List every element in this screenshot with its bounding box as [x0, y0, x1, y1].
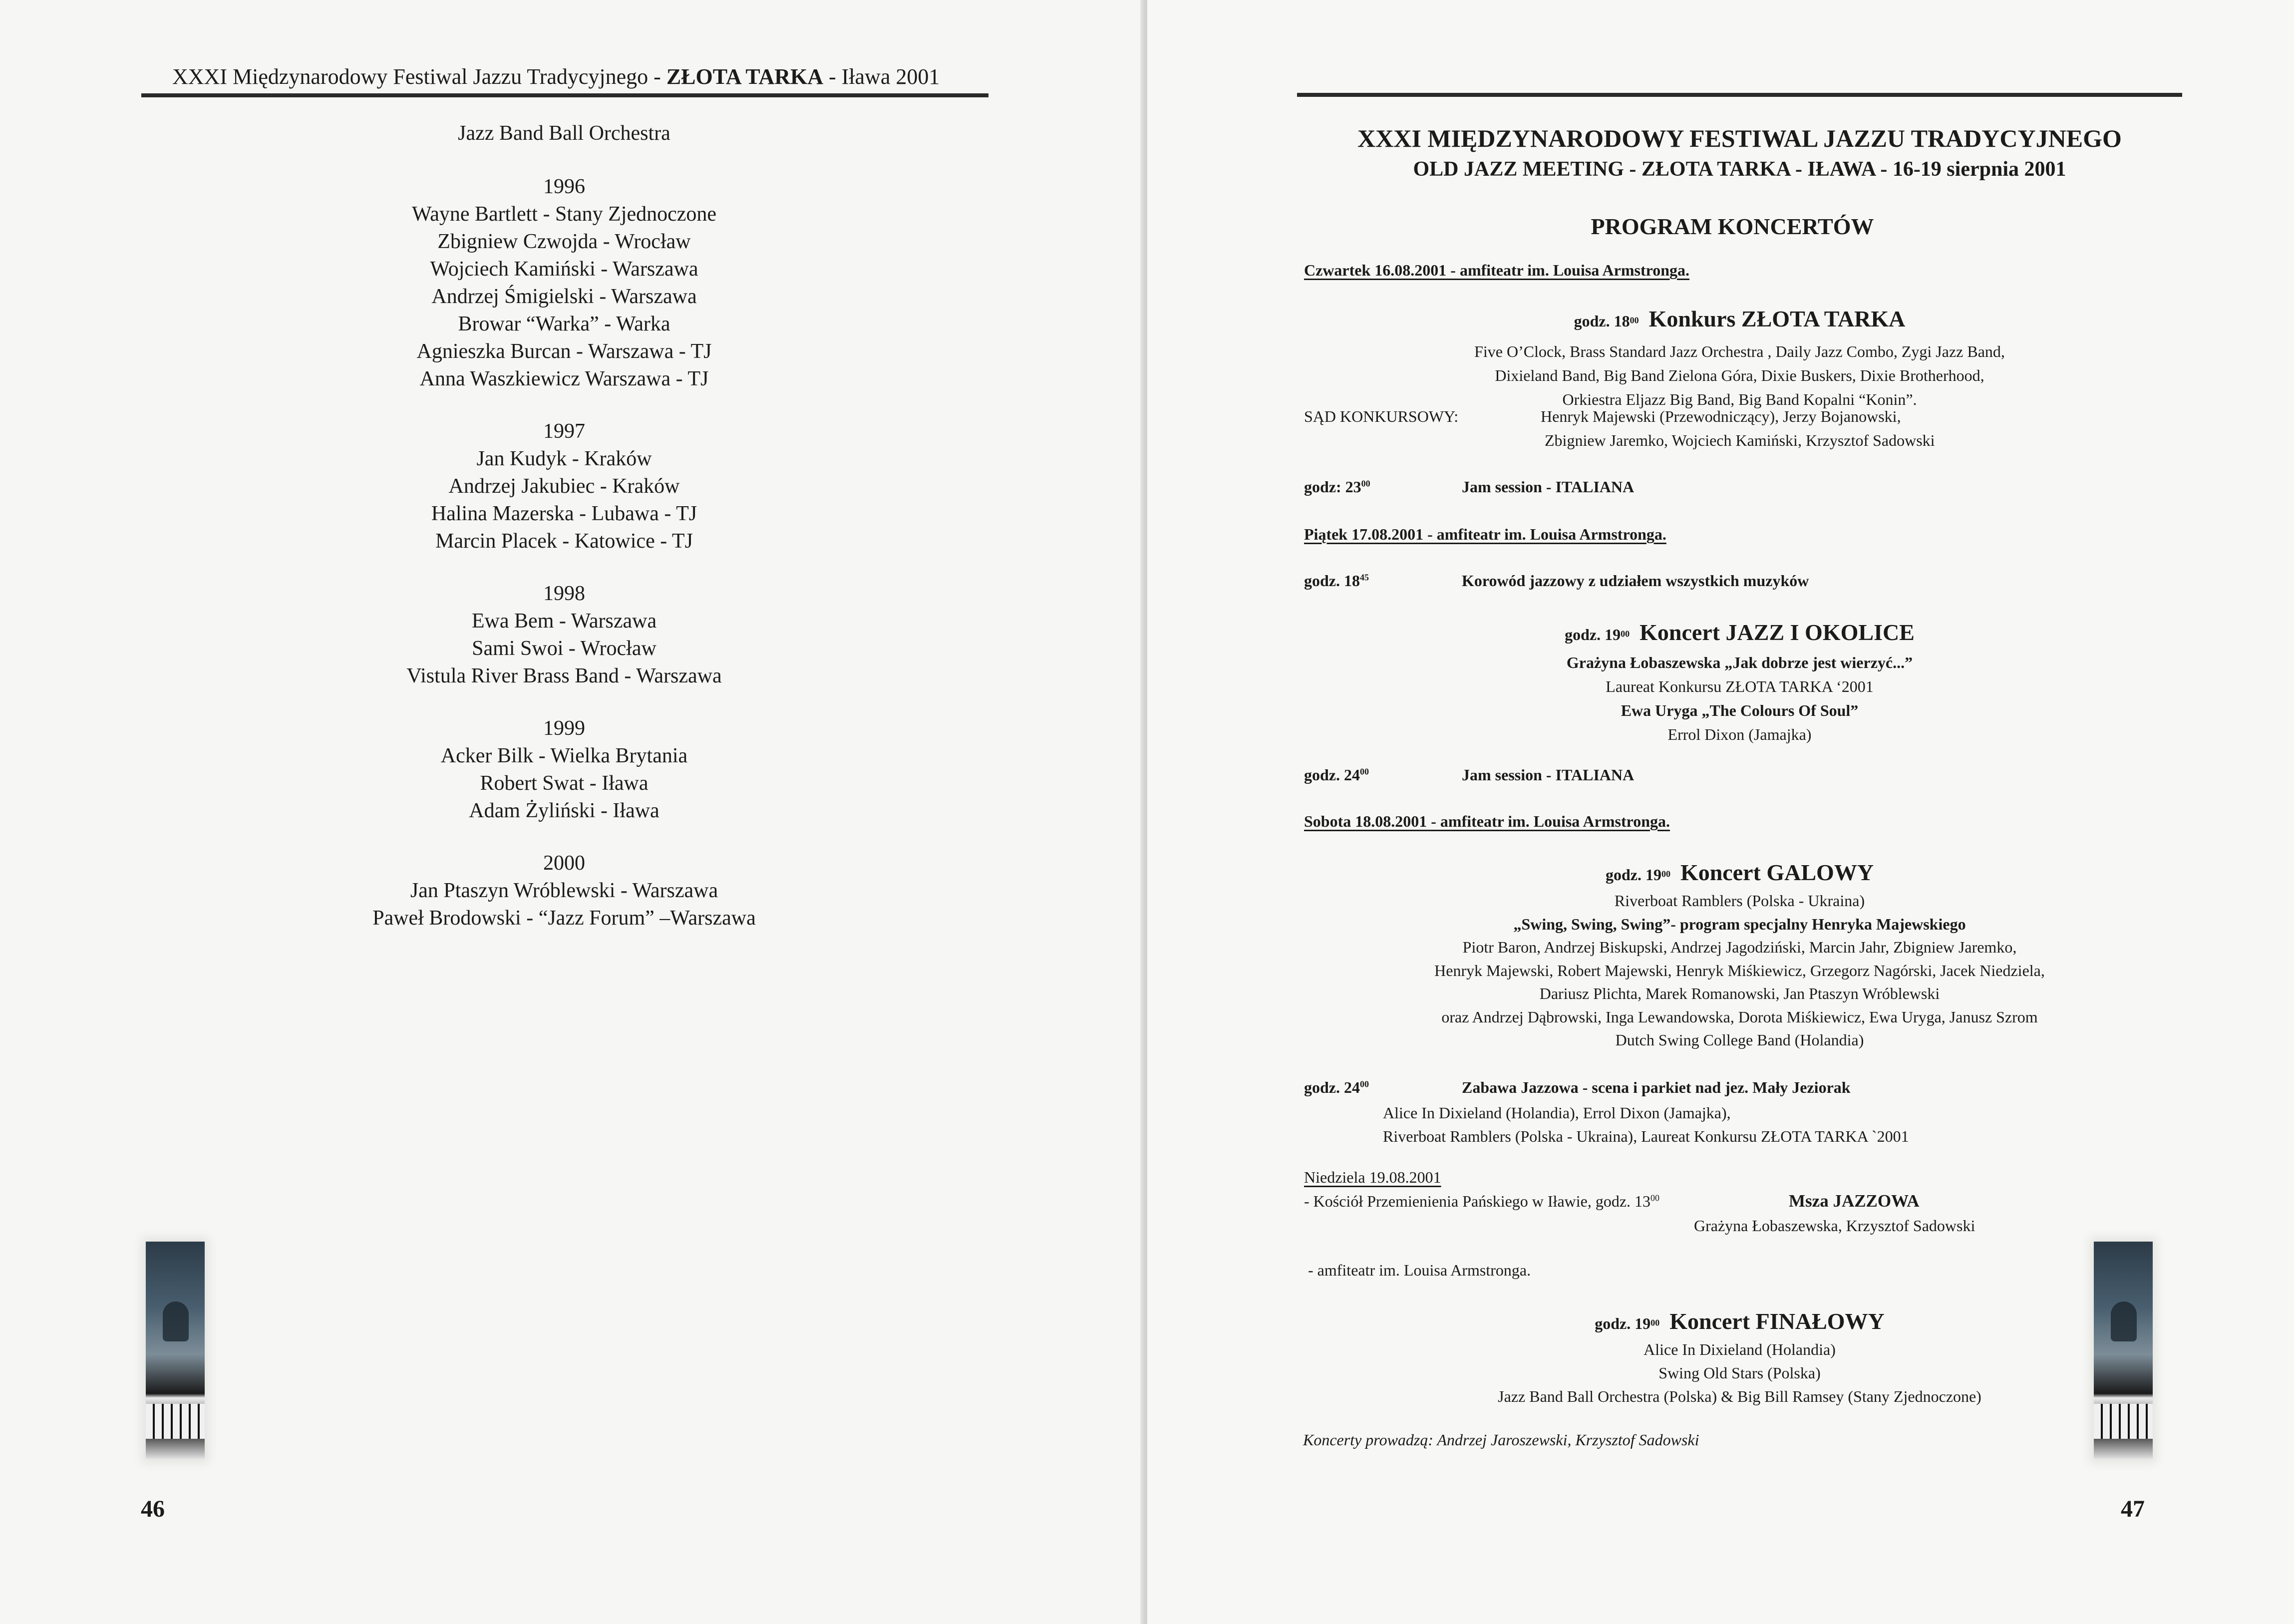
- year-heading: 2000: [543, 852, 585, 875]
- list-item: Adam Żyliński - Iława: [469, 799, 659, 822]
- event-jam-session: Jam session - ITALIANA: [1462, 478, 1635, 496]
- piano-keys-icon: [2094, 1404, 2153, 1439]
- list-item: Sami Swoi - Wrocław: [472, 637, 656, 660]
- performers-list: [1297, 889, 2182, 1052]
- list-item: Andrzej Jakubiec - Kraków: [448, 475, 680, 498]
- list-item: Paweł Brodowski - “Jazz Forum” –Warszawa: [372, 907, 756, 930]
- performer-line: Errol Dixon (Jamajka): [1667, 725, 1812, 743]
- list-item: Marcin Placek - Katowice - TJ: [435, 530, 693, 553]
- event-time-minutes: 45: [1360, 572, 1369, 583]
- event-time: [1304, 572, 1369, 590]
- year-heading: 1997: [543, 420, 585, 443]
- list-item: Jan Kudyk - Kraków: [476, 447, 652, 470]
- event-koncert-galowy: [1297, 859, 2182, 886]
- event-time-minutes: 00: [1621, 629, 1630, 639]
- list-item: Vistula River Brass Band - Warszawa: [406, 664, 722, 687]
- event-konkurs: [1297, 306, 2182, 332]
- performer-line: Alice In Dixieland (Holandia), Errol Dixon (Jamajka),: [1383, 1104, 1731, 1122]
- event-name: Koncert JAZZ I OKOLICE: [1639, 620, 1915, 645]
- page-number: 47: [2121, 1496, 2145, 1522]
- list-item: Wayne Bartlett - Stany Zjednoczone: [411, 203, 717, 226]
- event-time: [1304, 1078, 1369, 1097]
- header-rule: [1297, 93, 2182, 97]
- event-time-minutes: 00: [1630, 315, 1639, 325]
- church-location: - Kościół Przemienienia Pańskiego w Iławie, godz. 13: [1304, 1192, 1651, 1210]
- event-name: Koncert GALOWY: [1680, 860, 1874, 885]
- contestants-list: [1297, 339, 2182, 411]
- intro-line: Jazz Band Ball Orchestra: [458, 122, 670, 145]
- performer-line: Swing Old Stars (Polska): [1658, 1364, 1821, 1382]
- musician-silhouette-icon: [2111, 1301, 2137, 1341]
- list-item: Ewa Bem - Warszawa: [471, 610, 657, 633]
- performer-line: Grażyna Łobaszewska „Jak dobrze jest wierzyć...”: [1566, 653, 1913, 671]
- event-time-minutes: 00: [1360, 766, 1369, 777]
- performers-list: [1383, 1101, 1909, 1148]
- piano-keys-icon: [146, 1404, 205, 1439]
- day-heading-friday: Piątek 17.08.2001 - amfiteatr im. Louisa Armstronga.: [1304, 525, 1666, 543]
- performer-line: Dutch Swing College Band (Holandia): [1615, 1031, 1864, 1049]
- performer-line: Piotr Baron, Andrzej Biskupski, Andrzej Jagodziński, Marcin Jahr, Zbigniew Jaremko,: [1462, 938, 2017, 956]
- venue-line: - amfiteatr im. Louisa Armstronga.: [1308, 1261, 1531, 1279]
- contestants-line: Orkiestra Eljazz Big Band, Big Band Kopalni “Konin”.: [1562, 390, 1917, 408]
- event-time: godz. 19: [1605, 866, 1661, 884]
- event-time-hour: godz: 23: [1304, 478, 1361, 496]
- performer-line: Riverboat Ramblers (Polska - Ukraina): [1614, 892, 1865, 910]
- jury-members: Henryk Majewski (Przewodniczący), Jerzy Bojanowski,: [1541, 407, 1901, 425]
- performer-line: Laureat Konkursu ZŁOTA TARKA ‘2001: [1606, 677, 1874, 695]
- jury-members: Zbigniew Jaremko, Wojciech Kamiński, Krzysztof Sadowski: [1545, 431, 1935, 449]
- piano-decoration-image: [146, 1242, 205, 1459]
- performer-line: Jazz Band Ball Orchestra (Polska) & Big Bill Ramsey (Stany Zjednoczone): [1498, 1387, 1981, 1405]
- event-time: godz. 18: [1574, 312, 1630, 330]
- list-item: Zbigniew Czwojda - Wrocław: [437, 230, 691, 253]
- event-koncert-finalowy: [1297, 1308, 2182, 1334]
- honorees-list: [0, 120, 1128, 932]
- list-item: Agnieszka Burcan - Warszawa - TJ: [416, 340, 712, 363]
- event-time-minutes: 00: [1661, 869, 1670, 879]
- left-page: [0, 0, 1143, 1624]
- performer-line: Henryk Majewski, Robert Majewski, Henryk Miśkiewicz, Grzegorz Nagórski, Jacek Niedziela,: [1434, 961, 2045, 979]
- performers-list: [1297, 1338, 2182, 1408]
- performer-line: Ewa Uryga „The Colours Of Soul”: [1621, 701, 1859, 719]
- festival-title: XXXI MIĘDZYNARODOWY FESTIWAL JAZZU TRADYCYJNEGO: [1357, 124, 2122, 152]
- event-time: godz. 19: [1595, 1314, 1651, 1332]
- right-page: [1147, 0, 2294, 1624]
- list-item: Andrzej Śmigielski - Warszawa: [431, 285, 697, 308]
- piano-decoration-image: [2094, 1242, 2153, 1459]
- event-time-minutes: 00: [1650, 1193, 1660, 1203]
- event-time-hour: godz. 24: [1304, 766, 1360, 784]
- event-time-minutes: 00: [1650, 1317, 1660, 1328]
- year-heading: 1996: [543, 175, 585, 198]
- event-time-hour: godz. 18: [1304, 572, 1360, 590]
- page-header: [172, 64, 940, 89]
- event-time: godz. 19: [1565, 626, 1621, 644]
- event-jazz-i-okolice: [1297, 619, 2182, 646]
- jury-label: SĄD KONKURSOWY:: [1304, 407, 1459, 425]
- list-item: Jan Ptaszyn Wróblewski - Warszawa: [410, 879, 718, 902]
- hosts-line: Koncerty prowadzą: Andrzej Jaroszewski, Krzysztof Sadowski: [1303, 1431, 1699, 1449]
- event-name: Koncert FINAŁOWY: [1669, 1308, 1885, 1334]
- header-text-tail: - Iława 2001: [823, 64, 940, 89]
- year-heading: 1998: [543, 582, 585, 605]
- header-text-bold: ZŁOTA TARKA: [666, 64, 823, 89]
- list-item: Anna Waszkiewicz Warszawa - TJ: [419, 367, 709, 390]
- contestants-line: Dixieland Band, Big Band Zielona Góra, Dixie Buskers, Dixie Brotherhood,: [1495, 366, 1984, 384]
- mass-performers: Grażyna Łobaszewska, Krzysztof Sadowski: [1694, 1217, 1975, 1235]
- header-rule: [141, 93, 988, 97]
- program-special: „Swing, Swing, Swing”- program specjalny Henryka Majewskiego: [1513, 915, 1966, 933]
- performers-list: [1297, 650, 2182, 746]
- event-zabawa-jazzowa: Zabawa Jazzowa - scena i parkiet nad jez. Mały Jeziorak: [1462, 1078, 1851, 1096]
- event-time: [1304, 478, 1370, 496]
- performer-line: oraz Andrzej Dąbrowski, Inga Lewandowska, Dorota Miśkiewicz, Ewa Uryga, Janusz Szrom: [1441, 1007, 2038, 1026]
- header-text: XXXI Międzynarodowy Festiwal Jazzu Tradycyjnego -: [172, 64, 666, 89]
- event-parade: Korowód jazzowy z udziałem wszystkich muzyków: [1462, 572, 1809, 590]
- list-item: Wojciech Kamiński - Warszawa: [430, 258, 698, 281]
- event-name: Konkurs ZŁOTA TARKA: [1648, 306, 1906, 331]
- list-item: Robert Swat - Iława: [480, 772, 649, 795]
- church-line: [1304, 1192, 1659, 1211]
- day-heading-saturday: Sobota 18.08.2001 - amfiteatr im. Louisa Armstronga.: [1304, 812, 1670, 830]
- event-time: [1304, 766, 1369, 784]
- event-jam-session: Jam session - ITALIANA: [1462, 766, 1635, 784]
- page-number: 46: [141, 1496, 165, 1522]
- program-title: PROGRAM KONCERTÓW: [1591, 214, 1874, 239]
- mass-title: Msza JAZZOWA: [1789, 1191, 1920, 1211]
- list-item: Acker Bilk - Wielka Brytania: [440, 744, 688, 767]
- day-heading-sunday: Niedziela 19.08.2001: [1304, 1168, 1441, 1186]
- performer-line: Dariusz Plichta, Marek Romanowski, Jan Ptaszyn Wróblewski: [1539, 984, 1940, 1002]
- event-time-hour: godz. 24: [1304, 1078, 1360, 1096]
- list-item: Browar “Warka” - Warka: [458, 313, 670, 335]
- contestants-line: Five O’Clock, Brass Standard Jazz Orchestra , Daily Jazz Combo, Zygi Jazz Band,: [1474, 342, 2005, 360]
- festival-subtitle: OLD JAZZ MEETING - ZŁOTA TARKA - IŁAWA - 16-19 sierpnia 2001: [1413, 158, 2066, 181]
- performer-line: Alice In Dixieland (Holandia): [1643, 1340, 1836, 1358]
- year-heading: 1999: [543, 717, 585, 740]
- event-time-minutes: 00: [1361, 478, 1370, 489]
- performer-line: Riverboat Ramblers (Polska - Ukraina), Laureat Konkursu ZŁOTA TARKA `2001: [1383, 1127, 1909, 1145]
- day-heading-thursday: Czwartek 16.08.2001 - amfiteatr im. Louisa Armstronga.: [1304, 261, 1690, 279]
- list-item: Halina Mazerska - Lubawa - TJ: [431, 502, 697, 525]
- event-time-minutes: 00: [1360, 1079, 1369, 1089]
- musician-silhouette-icon: [163, 1301, 189, 1341]
